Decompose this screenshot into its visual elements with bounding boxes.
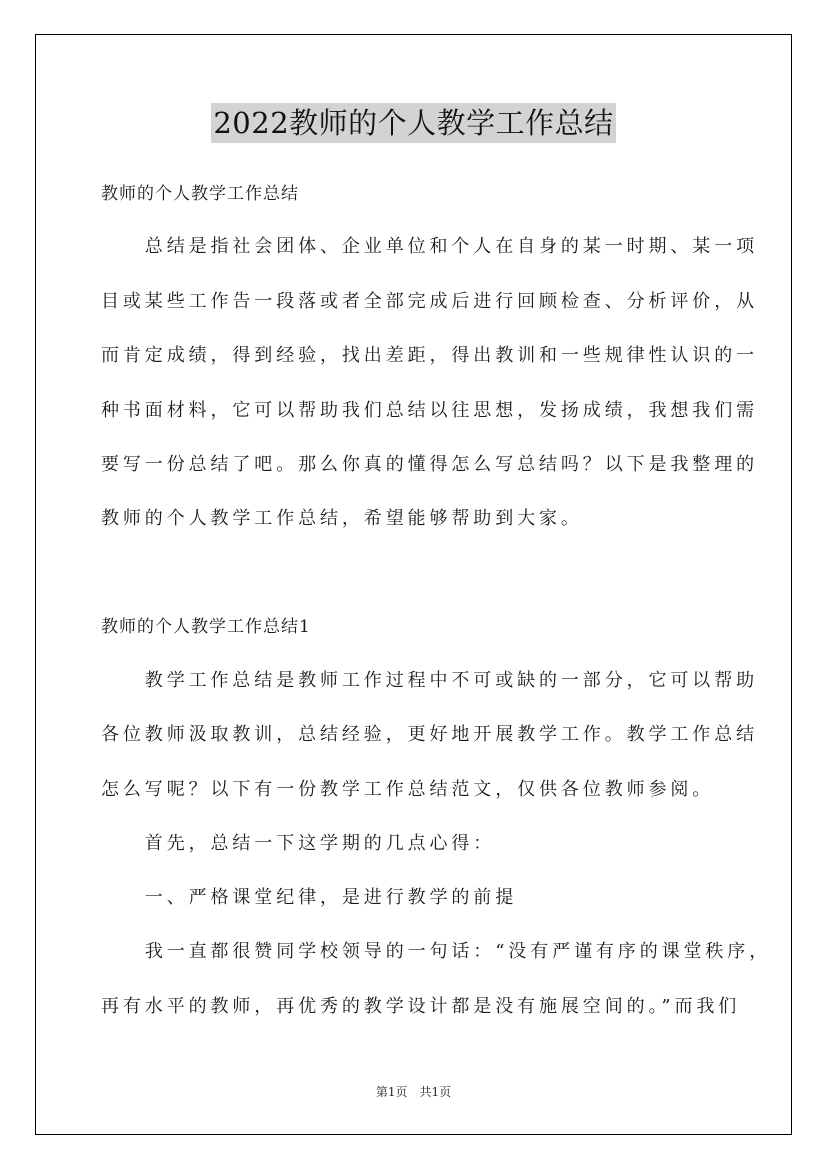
body-line: 种书面材料，它可以帮助我们总结以往思想，发扬成绩，我想我们需 [101,400,758,421]
section-heading: 教师的个人教学工作总结1 [101,617,311,637]
body-line: 教师的个人教学工作总结，希望能够帮助到大家。 [101,508,583,529]
body-line: 教学工作总结是教师工作过程中不可或缺的一部分，它可以帮助 [101,670,758,691]
document-title: 2022教师的个人教学工作总结 [211,103,615,143]
body-line: 总结是指社会团体、企业单位和个人在自身的某一时期、某一项 [101,236,758,257]
page-number: 第1页 共1页 [375,1085,452,1099]
section-heading: 教师的个人教学工作总结 [101,184,299,204]
body-line: 我一直都很赞同学校领导的一句话：“没有严谨有序的课堂秩序， [101,941,772,962]
body-line: 各位教师汲取教训，总结经验，更好地开展教学工作。教学工作总结 [101,724,758,745]
body-line: 怎么写呢？以下有一份教学工作总结范文，仅供各位教师参阅。 [101,779,715,800]
title-container [0,103,827,143]
body-line: 首先，总结一下这学期的几点心得： [101,833,496,854]
body-line: 再有水平的教师，再优秀的教学设计都是没有施展空间的。”而我们 [101,996,741,1017]
body-line: 而肯定成绩，得到经验，找出差距，得出教训和一些规律性认识的一 [101,345,758,366]
body-line: 要写一份总结了吧。那么你真的懂得怎么写总结吗？以下是我整理的 [101,454,758,475]
body-line: 目或某些工作告一段落或者全部完成后进行回顾检查、分析评价，从 [101,291,758,312]
body-line: 一、严格课堂纪律，是进行教学的前提 [101,887,518,908]
